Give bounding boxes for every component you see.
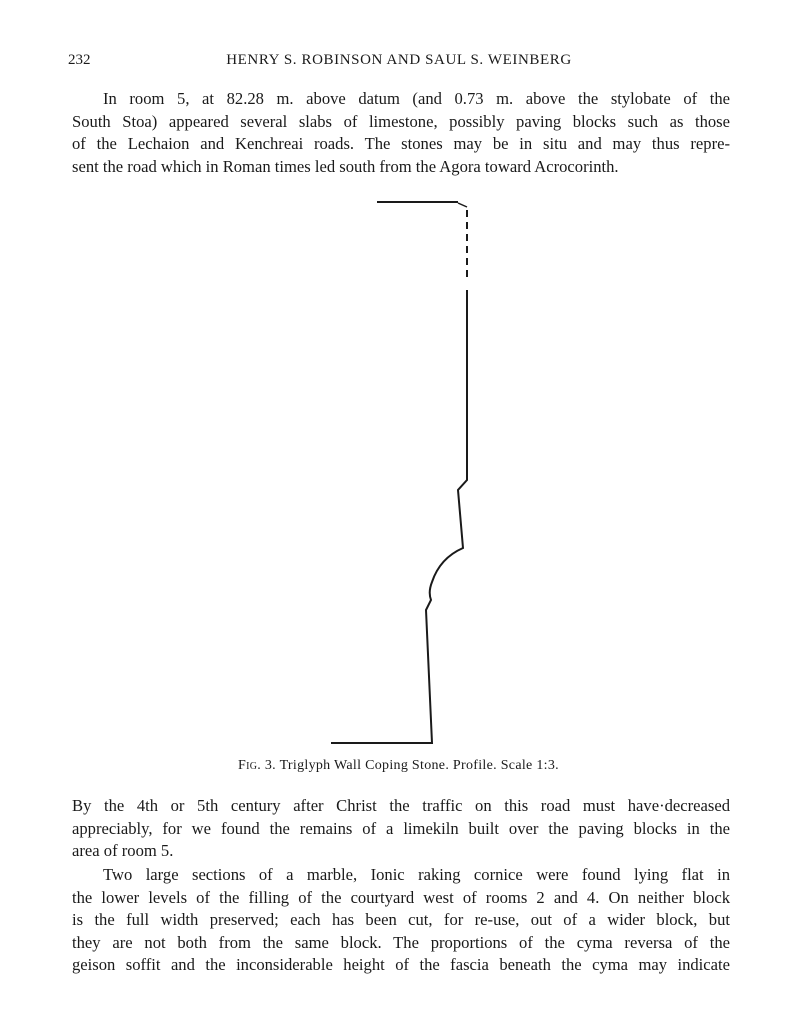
coping-stone-profile-drawing bbox=[0, 190, 797, 760]
text-line: appreciably, for we found the remains of a limekiln built over the paving blocks in the bbox=[72, 818, 730, 838]
figure-label: Fig. 3. bbox=[238, 758, 276, 773]
figure-caption bbox=[0, 758, 797, 774]
text-line: sent the road which in Roman times led south from the Agora toward Acrocorinth. bbox=[72, 156, 619, 176]
text-line: is the full width preserved; each has been cut, for re-use, out of a wider block, but bbox=[72, 910, 730, 930]
paragraph-room-5 bbox=[72, 88, 730, 178]
text-line: By the 4th or 5th century after Christ the traffic on this road must have·decreased bbox=[72, 796, 730, 815]
text-line: area of room 5. bbox=[72, 841, 174, 861]
profile-outline bbox=[331, 290, 467, 743]
text-line: of the Lechaion and Kenchreai roads. The stones may be in situ and may thus repre- bbox=[72, 134, 730, 154]
page-number: 232 bbox=[68, 52, 91, 68]
profile-top-corner bbox=[458, 203, 467, 207]
text-line: the lower levels of the filling of the courtyard west of rooms 2 and 4. On neither block bbox=[72, 887, 730, 907]
text-line: geison soffit and the inconsiderable height of the fascia beneath the cyma may indicate bbox=[72, 955, 730, 975]
paragraph-limekiln bbox=[72, 795, 730, 863]
page-header bbox=[68, 52, 730, 74]
paragraph-raking-cornice bbox=[72, 864, 730, 977]
figure-3 bbox=[0, 190, 797, 760]
text-line: Two large sections of a marble, Ionic raking cornice were found lying flat in bbox=[103, 865, 730, 884]
text-line: they are not both from the same block. The proportions of the cyma reversa of the bbox=[72, 932, 730, 952]
text-line: South Stoa) appeared several slabs of limestone, possibly paving blocks such as those bbox=[72, 111, 730, 131]
text-line: In room 5, at 82.28 m. above datum (and 0.73 m. above the stylobate of the bbox=[103, 89, 730, 108]
figure-caption-text: Triglyph Wall Coping Stone. Profile. Scale 1:3. bbox=[279, 758, 559, 773]
running-head: HENRY S. ROBINSON AND SAUL S. WEINBERG bbox=[226, 52, 572, 68]
